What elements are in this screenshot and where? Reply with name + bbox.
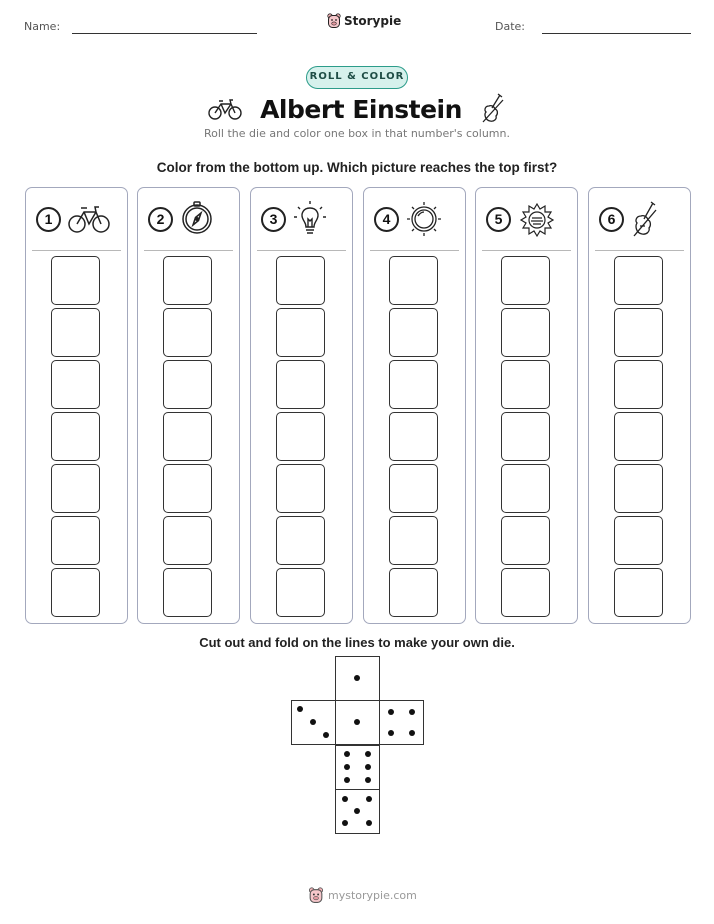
color-box[interactable] [501, 412, 550, 461]
color-box[interactable] [51, 360, 100, 409]
color-box[interactable] [163, 308, 212, 357]
color-box[interactable] [614, 256, 663, 305]
die-face-3 [291, 700, 336, 745]
die-face-1 [335, 700, 380, 745]
violin-icon [480, 92, 506, 126]
color-box[interactable] [389, 412, 438, 461]
color-box[interactable] [614, 568, 663, 617]
die-pip [297, 706, 303, 712]
color-box[interactable] [163, 360, 212, 409]
column-number: 3 [261, 207, 286, 232]
color-box[interactable] [163, 412, 212, 461]
color-box[interactable] [389, 464, 438, 513]
column-header [476, 200, 577, 240]
color-box[interactable] [51, 308, 100, 357]
die-caption: Cut out and fold on the lines to make your own die. [199, 635, 515, 650]
brand-name: Storypie [344, 14, 402, 28]
die-pip [366, 820, 372, 826]
color-box[interactable] [51, 256, 100, 305]
die-pip [354, 808, 360, 814]
die-pip [344, 751, 350, 757]
color-box[interactable] [614, 360, 663, 409]
color-box[interactable] [51, 568, 100, 617]
column-header [364, 200, 465, 240]
die-pip [323, 732, 329, 738]
page-title: Albert Einstein [260, 94, 462, 124]
clock-icon [405, 200, 443, 243]
die-pip [366, 796, 372, 802]
lightbulb-icon [292, 200, 328, 243]
column-divider [482, 250, 571, 251]
color-box[interactable] [163, 256, 212, 305]
column-number: 6 [599, 207, 624, 232]
name-line[interactable] [72, 33, 257, 34]
color-box[interactable] [389, 568, 438, 617]
column-6 [588, 187, 691, 624]
column-number: 5 [486, 207, 511, 232]
activity-badge: ROLL & COLOR [306, 66, 408, 89]
color-box[interactable] [501, 308, 550, 357]
column-divider [370, 250, 459, 251]
die-pip [409, 730, 415, 736]
color-box[interactable] [501, 360, 550, 409]
column-number: 1 [36, 207, 61, 232]
color-box[interactable] [501, 256, 550, 305]
die-pip [388, 730, 394, 736]
die-pip [365, 751, 371, 757]
sun-icon [517, 200, 557, 245]
die-pip [365, 777, 371, 783]
color-box[interactable] [389, 360, 438, 409]
color-box[interactable] [389, 256, 438, 305]
title-row [0, 92, 714, 126]
die-face-4 [379, 700, 424, 745]
color-box[interactable] [276, 412, 325, 461]
column-divider [144, 250, 233, 251]
instruction: Color from the bottom up. Which picture reaches the top first? [156, 160, 558, 175]
color-box[interactable] [163, 516, 212, 565]
column-divider [32, 250, 121, 251]
column-3 [250, 187, 353, 624]
die-pip [365, 764, 371, 770]
color-box[interactable] [276, 568, 325, 617]
die-face-6 [335, 745, 380, 790]
name-label: Name: [24, 20, 61, 33]
column-1 [25, 187, 128, 624]
die-pip [354, 675, 360, 681]
die-pip [342, 820, 348, 826]
bicycle-icon [67, 200, 111, 241]
color-box[interactable] [276, 360, 325, 409]
die-pip [344, 777, 350, 783]
color-box[interactable] [501, 516, 550, 565]
footer [308, 887, 417, 904]
die-pip [310, 719, 316, 725]
color-box[interactable] [389, 308, 438, 357]
column-header [589, 200, 690, 240]
pig-mascot-icon [308, 887, 324, 904]
color-box[interactable] [501, 568, 550, 617]
color-box[interactable] [614, 464, 663, 513]
compass-icon [179, 200, 215, 241]
column-header [26, 200, 127, 240]
color-box[interactable] [389, 516, 438, 565]
subtitle: Roll the die and color one box in that number's column. [204, 127, 510, 140]
color-box[interactable] [276, 256, 325, 305]
column-divider [257, 250, 346, 251]
color-box[interactable] [614, 516, 663, 565]
column-number: 2 [148, 207, 173, 232]
column-divider [595, 250, 684, 251]
pig-mascot-icon [327, 13, 341, 29]
color-box[interactable] [163, 464, 212, 513]
column-5 [475, 187, 578, 624]
color-box[interactable] [614, 412, 663, 461]
die-pip [342, 796, 348, 802]
color-box[interactable] [51, 464, 100, 513]
column-4 [363, 187, 466, 624]
color-box[interactable] [276, 308, 325, 357]
die-face-5 [335, 789, 380, 834]
violin-icon [630, 200, 660, 245]
color-box[interactable] [51, 516, 100, 565]
column-header [251, 200, 352, 240]
color-box[interactable] [163, 568, 212, 617]
color-box[interactable] [614, 308, 663, 357]
color-box[interactable] [276, 464, 325, 513]
die-pip [409, 709, 415, 715]
brand-logo [327, 13, 401, 29]
date-label: Date: [495, 20, 525, 33]
column-number: 4 [374, 207, 399, 232]
footer-url: mystorypie.com [328, 889, 417, 902]
bicycle-icon [208, 97, 242, 121]
color-box[interactable] [276, 516, 325, 565]
die-pip [344, 764, 350, 770]
date-line[interactable] [542, 33, 691, 34]
column-header [138, 200, 239, 240]
column-2 [137, 187, 240, 624]
color-box[interactable] [51, 412, 100, 461]
die-pip [354, 719, 360, 725]
die-pip [388, 709, 394, 715]
color-box[interactable] [501, 464, 550, 513]
die-face-1 [335, 656, 380, 701]
